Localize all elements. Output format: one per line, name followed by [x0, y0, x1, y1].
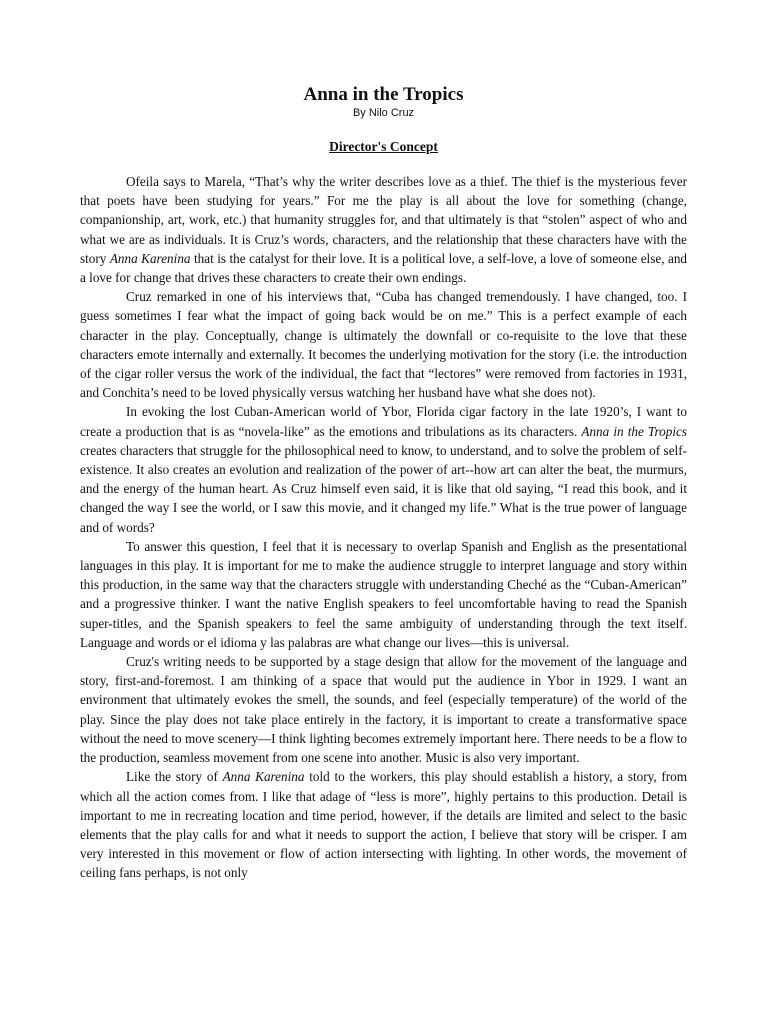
paragraph-text: Cruz's writing needs to be supported by a stage design that allow for the movement of the language and story, first-and-foremost. I am thinking of a space that would put the audience in Ybor in 1929. I want an environment that ultimately evokes the smell, the sounds, and feel (especially temperature) of the world of the play. Since the play does not take place entirely in the factory, it is important to create a transformative space without the need to move scenery—I think lighting becomes extremely important here. There needs to be a flow to the production, seamless movement from one scene into another. Music is also very important. [80, 654, 687, 766]
paragraph-text: that is the catalyst for their love. It is a political love, a self-love, a love of someone else, and a love for change that drives these characters to create their own endings. [80, 250, 688, 286]
paragraph-1 [80, 172, 687, 287]
paragraph-3 [80, 402, 687, 536]
paragraph-2 [80, 287, 687, 402]
book-title-italic: Anna Karenina [109, 250, 191, 266]
document-page [80, 84, 687, 883]
book-title-italic: Anna Karenina [222, 769, 305, 785]
paragraph-text: creates characters that struggle for the philosophical need to know, to understand, and to solve the problem of self-existence. It also creates an evolution and realization of the power of art--how art can alter the beat, the murmurs, and the energy of the human heart. As Cruz himself even said, it is like that old saying, “I read this book, and it changed the way I see the world, or I saw this movie, and it changed my life.” What is the true power of language and of words? [80, 442, 687, 535]
play-title-italic: Anna in the Tropics [581, 423, 688, 439]
paragraph-text: Cruz remarked in one of his interviews that, “Cuba has changed tremendously. I have changed, too. I guess sometimes I fear what the impact of going back would be on me.” This is a perfect example of each character in the play. Conceptually, change is ultimately the downfall or co-requisite to the love that these characters emote internally and externally. It becomes the underlying motivation for the story (i.e. the introduction of the cigar roller versus the work of the individual, the fact that “lectores” were removed from factories in 1931, and Conchita’s need to be loved physically versus watching her husband have what she does not). [80, 289, 687, 401]
paragraph-text: Ofeila says to Marela, “That’s why the writer describes love as a thief. The thief is the mysterious fever that poets have been studying for years.” For me the play is all about the love for something (change, companionship, art, work, etc.) that humanity struggles for, and that ultimately is that “stolen” aspect of who and what we are as individuals. It is Cruz’s words, characters, and the relationship that these characters have with the story [80, 174, 687, 266]
paragraph-text: In evoking the lost Cuban-American world of Ybor, Florida cigar factory in the late 1920’s, I want to create a production that is as “novela-like” as the emotions and tribulations as its characters. [80, 404, 687, 439]
section-heading: Director's Concept [329, 139, 438, 154]
paragraph-text: Like the story of [126, 769, 223, 785]
paragraph-text: To answer this question, I feel that it is necessary to overlap Spanish and English as the presentational languages in this play. It is important for me to make the audience struggle to interpret language and story within this production, in the same way that the characters struggle with understanding Cheché as the “Cuban-American” and a progressive thinker. I want the native English speakers to feel uncomfortable having to read the Spanish super-titles, and the Spanish speakers to feel the same ambiguity of understanding through the text itself. Language and words or el idioma y las palabras are what change our lives—this is universal. [80, 538, 687, 650]
paragraph-5 [80, 652, 687, 767]
document-body [80, 172, 687, 883]
document-title: Anna in the Tropics [303, 84, 464, 105]
paragraph-4 [80, 537, 687, 652]
paragraph-6 [80, 767, 687, 882]
author-byline: By Nilo Cruz [352, 107, 415, 119]
paragraph-text: told to the workers, this play should establish a history, a story, from which all the action comes from. I like that adage of “less is more”, highly pertains to this production. Detail is important to me in recreating location and time period, however, if the details are limited and select to the basic elements that the play calls for and what it needs to support the action, I believe that story will be crisper. I am very interested in this movement or flow of action intersecting with lighting. In other words, the movement of ceiling fans perhaps, is not only [80, 769, 687, 881]
